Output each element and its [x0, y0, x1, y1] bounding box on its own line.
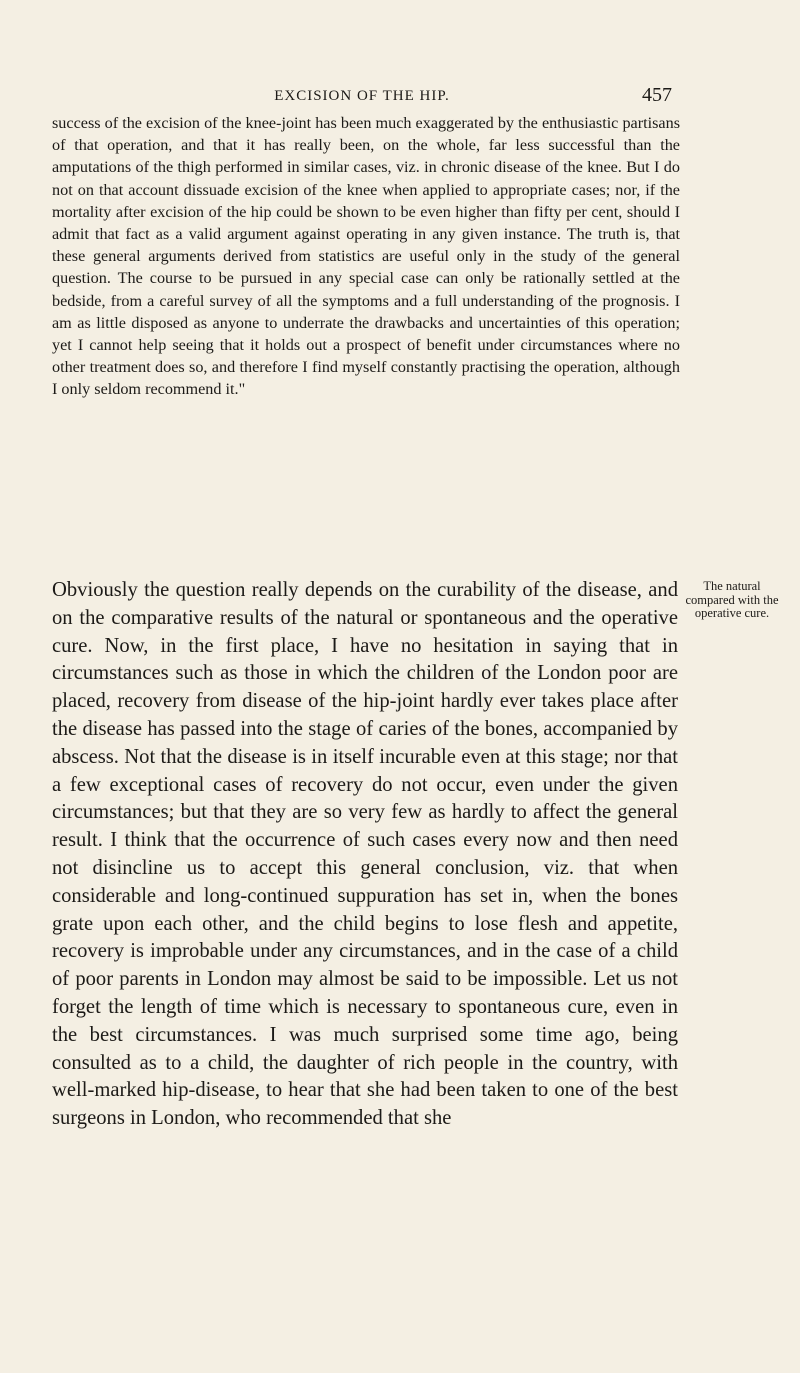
running-head: EXCISION OF THE HIP.	[274, 88, 450, 104]
margin-note: The natural compared with the operative cure.	[685, 579, 779, 620]
body-paragraph: Obviously the question really depends on the curability of the disease, and on the comparative results of the natural or spontaneous and the operative cure. Now, in the first place, I have no hesitation in saying that in circumstances such as those in which the children of the London poor are placed, recovery from disease of the hip-joint hardly ever takes place after the disease has passed into the stage of caries of the bones, accompanied by abscess. Not that the disease is in itself incurable even at this stage; nor that a few exceptional cases of recovery do not occur, even under the given circumstances; but that they are so very few as hardly to affect the general result. I think that the occurrence of such cases every now and then need not disincline us to accept this general conclusion, viz. that when considerable and long-continued suppuration has set in, when the bones grate upon each other, and the child begins to lose flesh and appetite, recovery is improbable under any circumstances, and in the case of a child of poor parents in London may almost be said to be impossible. Let us not forget the length of time which is necessary to spontaneous cure, even in the best circumstances. I was much surprised some time ago, being consulted as to a child, the daughter of rich people in the country, with well-marked hip-disease, to hear that she had been taken to one of the best surgeons in London, who recommended that she	[52, 579, 678, 1130]
page-header	[52, 84, 672, 114]
page-number: 457	[642, 84, 672, 106]
quoted-paragraph: success of the excision of the knee-joint has been much exaggerated by the enthusiastic partisans of that operation, and that it has really been, on the whole, far less successful than the amputations of the thigh performed in similar cases, viz. in chronic disease of the knee. But I do not on that account dissuade excision of the knee when applied to appropriate cases; nor, if the mortality after excision of the hip could be shown to be even higher than fifty per cent, should I admit that fact as a valid argument against operating in any given instance. The truth is, that these general arguments derived from statistics are useful only in the study of the general question. The course to be pursued in any special case can only be rationally settled at the bedside, from a careful survey of all the symptoms and a full understanding of the prognosis. I am as little disposed as anyone to underrate the drawbacks and uncertainties of this operation; yet I cannot help seeing that it holds out a prospect of benefit under circumstances where no other treatment does so, and therefore I find myself constantly practising the operation, although I only seldom recommend it."	[52, 114, 680, 399]
